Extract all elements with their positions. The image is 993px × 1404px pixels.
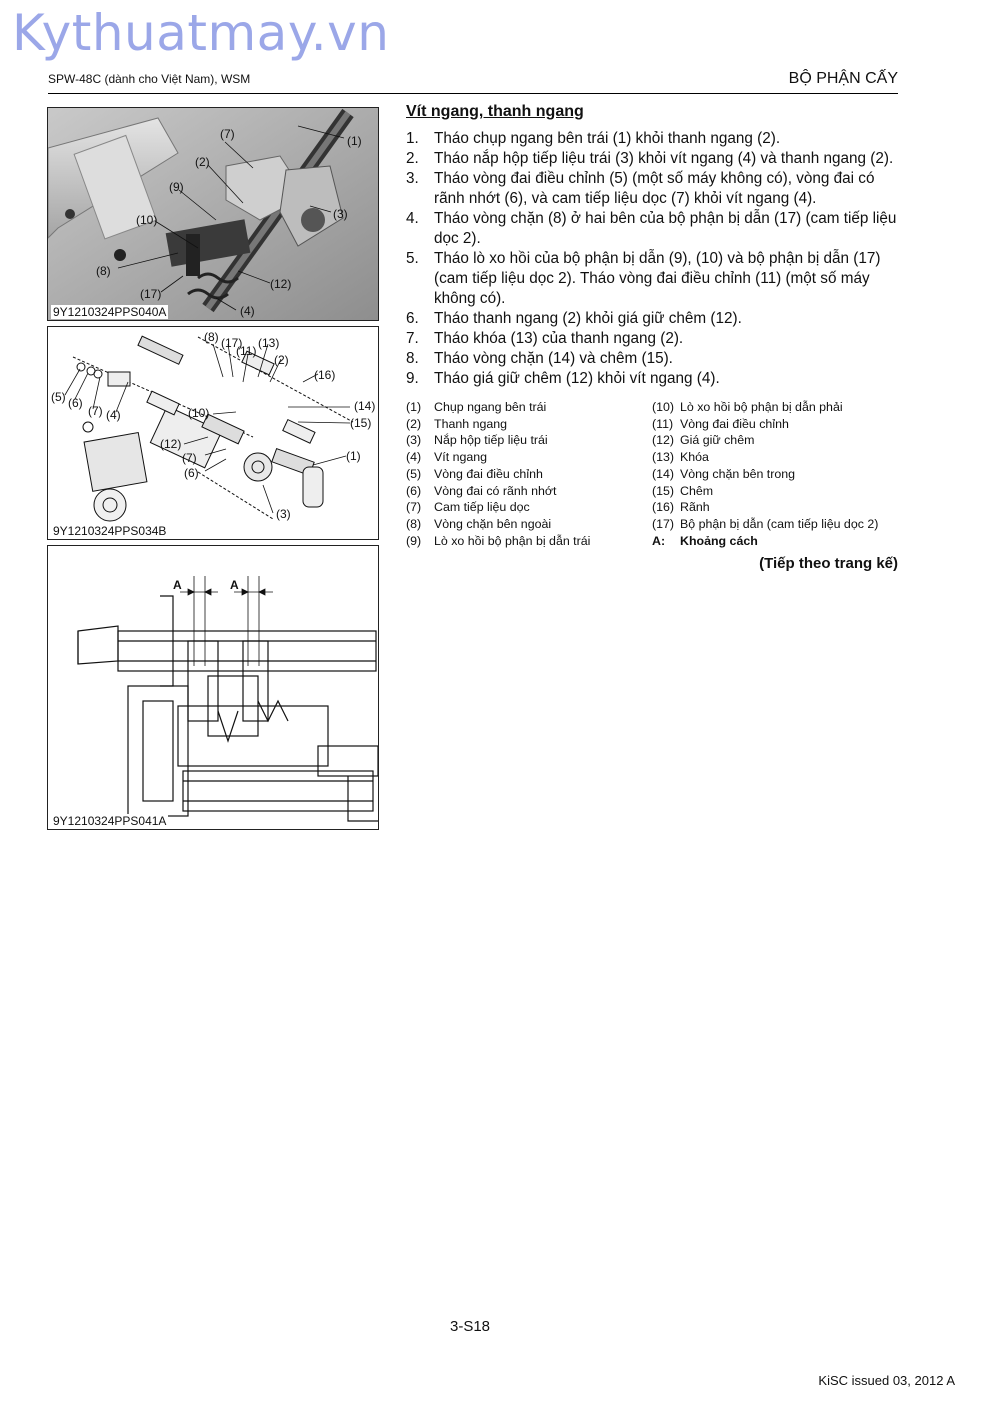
svg-text:(4): (4)	[106, 408, 121, 422]
legend-text: Nắp hộp tiếp liệu trái	[434, 433, 548, 448]
step-item	[406, 149, 898, 169]
legend-entry	[406, 432, 652, 449]
step-text: Tháo vòng chặn (14) và chêm (15).	[434, 350, 673, 367]
step-number: 4.	[406, 210, 419, 227]
step-number: 9.	[406, 370, 419, 387]
shaft-photo-callouts	[48, 108, 378, 320]
legend-entry	[406, 516, 652, 533]
svg-text:(7): (7)	[88, 404, 103, 418]
section-title: Vít ngang, thanh ngang	[406, 103, 584, 120]
step-item	[406, 369, 898, 389]
svg-text:(17): (17)	[140, 287, 162, 301]
legend-text: Khóa	[680, 450, 709, 465]
step-text: Tháo nắp hộp tiếp liệu trái (3) khỏi vít ngang (4) và thanh ngang (2).	[434, 150, 894, 167]
legend-entry	[406, 533, 652, 550]
step-item	[406, 129, 898, 149]
legend-number: A:	[652, 533, 666, 548]
legend-number: (6)	[406, 483, 422, 498]
legend-text: Vòng đai điều chỉnh	[434, 466, 543, 481]
svg-text:(7): (7)	[182, 451, 197, 465]
step-text: Tháo lò xo hồi của bộ phận bị dẫn (9), (10) và bộ phận bị dẫn (17) (cam tiếp liệu dọc 2). Tháo vòng đai điều chỉnh (11) (một số máy không có).	[434, 250, 881, 307]
svg-text:(2): (2)	[274, 353, 289, 367]
legend-entry	[406, 449, 652, 466]
legend-text: Lò xo hồi bộ phận bị dẫn phải	[680, 400, 843, 414]
legend-entry	[406, 483, 652, 500]
legend-text: Thanh ngang	[434, 416, 508, 431]
svg-text:(1): (1)	[346, 449, 361, 463]
figure-code: 9Y1210324PPS040A	[53, 305, 167, 319]
legend-number: (7)	[406, 500, 422, 515]
svg-text:(13): (13)	[258, 336, 280, 350]
legend-entry	[652, 533, 898, 550]
legend-number: (10)	[652, 400, 675, 414]
legend-number: (14)	[652, 466, 675, 481]
legend-text: Vít ngang	[434, 450, 488, 465]
step-number: 6.	[406, 310, 419, 327]
svg-text:(7): (7)	[220, 127, 235, 141]
legend-number: (2)	[406, 416, 422, 431]
step-item	[406, 309, 898, 329]
legend-entry	[406, 499, 652, 516]
legend-text: Vòng chặn bên trong	[680, 466, 796, 481]
svg-text:(14): (14)	[354, 399, 376, 413]
dim-label-a: A	[173, 578, 182, 592]
step-text: Tháo vòng đai điều chỉnh (5) (một số máy không có), vòng đai có rãnh nhớt (6), và cam tiếp liệu dọc (7) khỏi vít ngang (4).	[434, 170, 875, 207]
legend-entry	[652, 449, 898, 466]
svg-text:(10): (10)	[188, 406, 210, 420]
svg-text:(12): (12)	[270, 277, 292, 291]
cross-section-illustration	[48, 546, 378, 829]
svg-text:(1): (1)	[347, 134, 362, 148]
legend-entry	[652, 416, 898, 433]
step-item	[406, 169, 898, 209]
legend-entry	[652, 499, 898, 516]
legend-number: (9)	[406, 533, 422, 548]
procedure-section	[406, 103, 898, 572]
legend-number: (17)	[652, 516, 675, 531]
legend-text: Vòng chặn bên ngoài	[434, 516, 552, 531]
svg-text:(3): (3)	[276, 507, 291, 521]
parts-legend	[406, 399, 898, 549]
svg-text:(15): (15)	[350, 416, 372, 430]
legend-number: (13)	[652, 450, 675, 465]
legend-text: Lò xo hồi bộ phận bị dẫn trái	[434, 533, 591, 548]
figure-code: 9Y1210324PPS034B	[53, 524, 167, 538]
legend-number: (4)	[406, 450, 422, 465]
legend-text: Chêm	[680, 483, 714, 498]
legend-number: (8)	[406, 516, 422, 531]
legend-number: (11)	[652, 416, 674, 431]
legend-number: (5)	[406, 466, 422, 481]
step-number: 2.	[406, 150, 419, 167]
svg-text:(3): (3)	[333, 207, 348, 221]
figure-exploded-view	[47, 326, 379, 540]
figure-photo-shaft	[47, 107, 379, 321]
legend-text: Chụp ngang bên trái	[434, 400, 547, 414]
step-item	[406, 329, 898, 349]
legend-number: (1)	[406, 400, 422, 414]
step-item	[406, 349, 898, 369]
step-number: 8.	[406, 350, 419, 367]
footer-issue: KiSC issued 03, 2012 A	[818, 1373, 955, 1388]
step-text: Tháo khóa (13) của thanh ngang (2).	[434, 330, 684, 347]
legend-text: Bộ phận bị dẫn (cam tiếp liệu dọc 2)	[680, 516, 879, 531]
legend-text: Rãnh	[680, 500, 710, 515]
svg-text:(2): (2)	[195, 155, 210, 169]
step-item	[406, 249, 898, 309]
legend-column-left	[406, 399, 652, 549]
step-text: Tháo thanh ngang (2) khỏi giá giữ chêm (12).	[434, 310, 742, 327]
header-section: BỘ PHẬN CẤY	[788, 70, 898, 87]
svg-text:(17): (17)	[221, 336, 243, 350]
legend-entry	[652, 466, 898, 483]
legend-entry	[652, 432, 898, 449]
svg-text:(4): (4)	[240, 304, 255, 318]
svg-text:(10): (10)	[136, 213, 158, 227]
legend-text: Khoảng cách	[680, 533, 758, 548]
svg-text:(16): (16)	[314, 368, 336, 382]
svg-text:(11): (11)	[236, 344, 257, 358]
step-text: Tháo giá giữ chêm (12) khỏi vít ngang (4).	[434, 370, 720, 387]
legend-entry	[652, 483, 898, 500]
legend-text: Cam tiếp liệu dọc	[434, 500, 530, 515]
legend-entry	[652, 399, 898, 416]
dim-label-a: A	[230, 578, 239, 592]
legend-number: (16)	[652, 500, 675, 515]
step-text: Tháo vòng chặn (8) ở hai bên của bộ phận bị dẫn (17) (cam tiếp liệu dọc 2).	[434, 210, 897, 247]
svg-text:(8): (8)	[96, 264, 111, 278]
step-number: 7.	[406, 330, 419, 347]
legend-text: Vòng đai điều chỉnh	[680, 416, 789, 431]
legend-entry	[406, 416, 652, 433]
watermark: Kythuatmay.vn	[12, 4, 390, 62]
header-model: SPW-48C (dành cho Việt Nam), WSM	[48, 72, 251, 86]
svg-text:(6): (6)	[68, 396, 83, 410]
step-item	[406, 209, 898, 249]
svg-text:(12): (12)	[160, 437, 182, 451]
legend-number: (3)	[406, 433, 422, 448]
svg-text:(8): (8)	[204, 330, 219, 344]
svg-text:(9): (9)	[169, 180, 184, 194]
step-number: 3.	[406, 170, 419, 187]
legend-number: (15)	[652, 483, 675, 498]
figure-code: 9Y1210324PPS041A	[53, 814, 167, 828]
continued-note: (Tiếp theo trang kế)	[759, 555, 898, 573]
legend-entry	[406, 399, 652, 416]
step-text: Tháo chụp ngang bên trái (1) khỏi thanh ngang (2).	[434, 130, 781, 147]
svg-text:(5): (5)	[51, 390, 66, 404]
header-rule	[48, 93, 898, 94]
figure-cross-section	[47, 545, 379, 830]
legend-number: (12)	[652, 433, 675, 448]
step-number: 5.	[406, 250, 419, 267]
svg-text:(6): (6)	[184, 466, 199, 480]
legend-text: Giá giữ chêm	[680, 433, 755, 448]
exploded-parts-callouts	[48, 327, 378, 539]
page-number: 3-S18	[450, 1318, 491, 1335]
legend-entry	[652, 516, 898, 533]
legend-column-right	[652, 399, 898, 549]
steps-list	[406, 129, 898, 389]
legend-text: Vòng đai có rãnh nhớt	[434, 483, 557, 498]
step-number: 1.	[406, 130, 419, 147]
legend-entry	[406, 466, 652, 483]
